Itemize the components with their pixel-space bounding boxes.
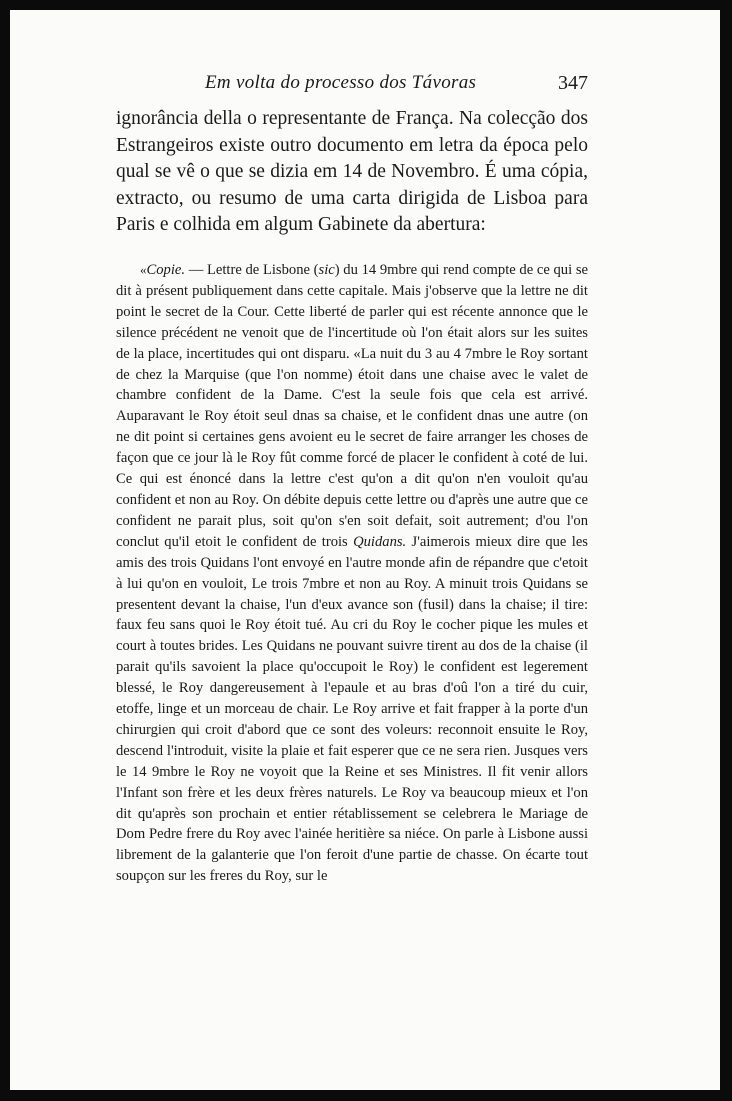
page-header	[10, 72, 720, 96]
running-title: Em volta do processo dos Távoras	[205, 72, 477, 93]
book-page	[10, 10, 720, 1090]
letter-text-part-1: ) du 14 9mbre qui rend compte de ce qui se dit à présent publiquement dans cette capitale. Mais j'observe que la lettre ne dit point le secret de la Cour. Cette liberté de parler qui est récente annonce que le silence précédent ne venoit que de l'incertitude où l'on était alors sur les suites de la place, incertitudes qui ont disparu. «La nuit du 3 au 4 7mbre le Roy sortant de chez la Marquise (que l'on nomme) étoit dans une chaise avec le valet de chambre confident de la Dame. C'est la seule fois que cela est arrivé. Auparavant le Roy étoit seul dnas sa chaise, et le confident dnas une autre (on ne dit point si certaines gens avoient eu le secret de faire arranger les choses de façon que ce jour là le Roy fût comme forcé de placer le confident à coté de lui. Ce qui est énoncé dans la lettre c'est qu'on a dit qu'on n'en vouloit qu'au confident et non au Roy. On débite depuis cette lettre ou d'après une autre que ce confident ne parait plus, soit qu'on s'en soit defait, soit autrement; d'ou l'on conclut qu'il etoit le confident de trois	[116, 262, 588, 550]
quidans-label: Quidans.	[353, 533, 407, 550]
copie-label: Copie.	[146, 262, 186, 278]
letter-text-part-2: J'aimerois mieux dire que les amis des trois Quidans l'ont envoyé en l'autre monde afin de répandre que c'etoit à lui qu'on en vouloit, Le trois 7mbre et non au Roy. A minuit trois Quidans se presentent devant la chaise, l'un d'eux avance son (fusil) dans la chaise; il tire: faux feu sans quoi le Roy étoit tué. Au cri du Roy le cocher pique les mules et court à toutes brides. Les Quidans ne pouvant suivre tirent au dos de la chaise (il parait qu'ils savoient la place qu'occupoit le Roy) le confident est legerement blessé, le Roy dangereusement à l'epaule et au bras d'oû l'on a tiré du cuir, etoffe, linge et un morceau de chair. Le Roy arrive et fait frapper à la porte d'un chirurgien qui croit d'abord que ce sont des voleurs: reconnoit ensuite le Roy, descend l'introduit, visite la plaie et fait esperer que ce ne sera rien. Jusques vers le 14 9mbre le Roy ne voyoit que la Reine et ses Ministres. Il fit venir allors l'Infant son frère et les deux frères naturels. Le Roy va beaucoup mieux et l'on dit qu'après son prochain et entier rétablissement se celebrera le Mariage de Dom Pedre frere du Roy avec l'ainée heritière sa niéce. On parle à Lisbone aussi librement de la galanterie que l'on feroit d'une partie de chasse. On écarte tout soupçon sur les freres du Roy, sur le	[116, 533, 588, 885]
sic-label: sic	[318, 262, 335, 278]
lead-paragraph: ignorância della o representante de França. Na colecção dos Estrangeiros existe outro documento em letra da época pelo qual se vê o que se dizia em 14 de Novembro. É uma cópia, extracto, ou resumo de uma carta dirigida de Lisboa para Paris e colhida em algum Gabinete da abertura:	[116, 108, 588, 236]
page-number: 347	[558, 72, 588, 94]
letter-intro: — Lettre de Lisbone (	[185, 262, 319, 278]
opening-guillemet: «	[140, 262, 147, 277]
quoted-letter	[116, 260, 588, 887]
